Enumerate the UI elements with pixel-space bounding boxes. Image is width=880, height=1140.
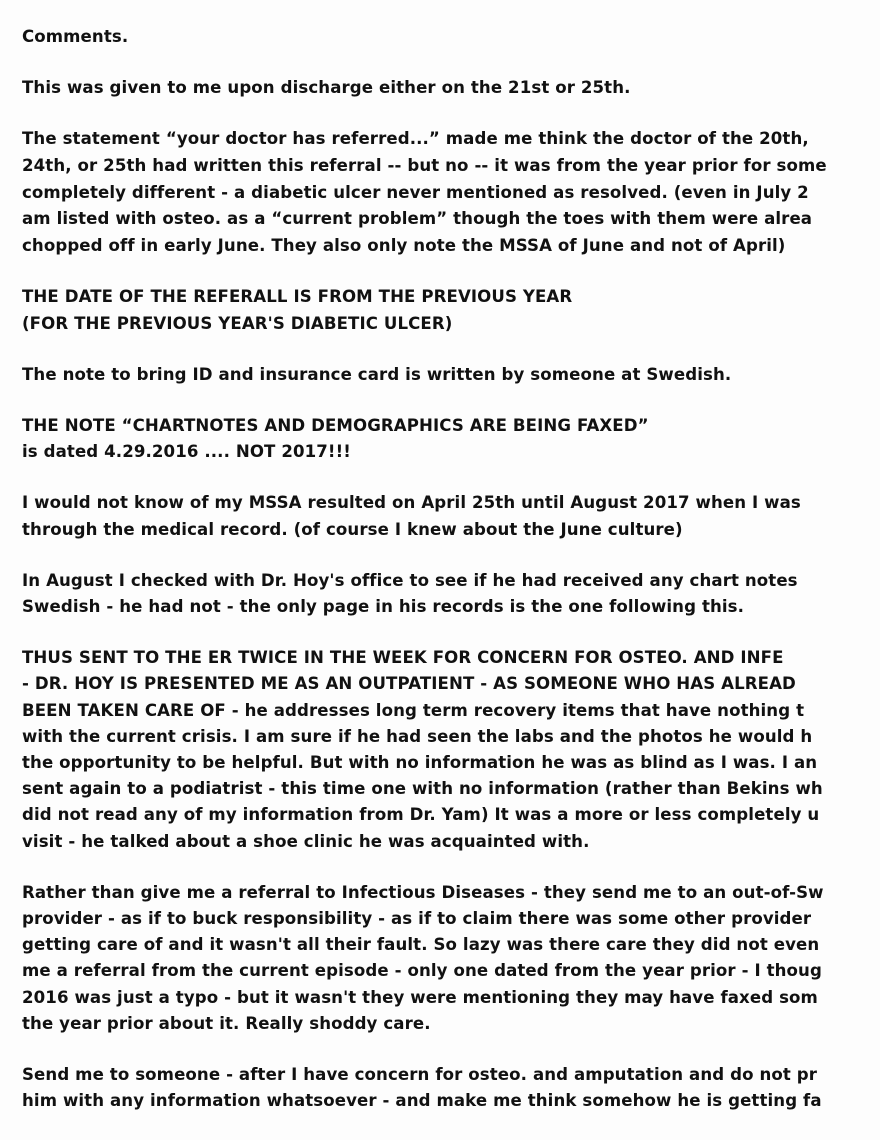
- paragraph-line: am listed with osteo. as a “current problem” though the toes with them were alrea: [22, 209, 813, 229]
- paragraph-infectious-diseases: [22, 880, 880, 1037]
- paragraph-line: Send me to someone - after I have concern for osteo. and amputation and do not pr: [22, 1065, 818, 1085]
- paragraph-line: with the current crisis. I am sure if he had seen the labs and the photos he would h: [22, 726, 813, 746]
- paragraph-line: 2016 was just a typo - but it wasn't they were mentioning they may have faxed som: [22, 987, 818, 1007]
- paragraph-line: Rather than give me a referral to Infectious Diseases - they send me to an out-of-Sw: [22, 882, 824, 902]
- paragraph-mssa: [22, 490, 880, 542]
- paragraph-er-visits: [22, 645, 880, 855]
- paragraph-line: THE NOTE “CHARTNOTES AND DEMOGRAPHICS ARE BEING FAXED”: [22, 415, 649, 435]
- paragraph-line: sent again to a podiatrist - this time one with no information (rather than Bekins wh: [22, 779, 823, 799]
- paragraph-referral-statement: [22, 126, 880, 259]
- paragraph-line: The statement “your doctor has referred...” made me think the doctor of the 20th,: [22, 129, 809, 149]
- paragraph-line: In August I checked with Dr. Hoy's office to see if he had received any chart notes: [22, 570, 798, 590]
- paragraph-id-note: [22, 362, 880, 388]
- heading-line: Comments.: [22, 27, 129, 46]
- paragraph-line: completely different - a diabetic ulcer never mentioned as resolved. (even in July 2: [22, 182, 809, 202]
- comments-heading: [22, 24, 880, 50]
- comments-text-block: [22, 24, 880, 1139]
- paragraph-line: is dated 4.29.2016 .... NOT 2017!!!: [22, 442, 351, 462]
- paragraph-line: The note to bring ID and insurance card is written by someone at Swedish.: [22, 364, 732, 384]
- paragraph-line: This was given to me upon discharge either on the 21st or 25th.: [22, 78, 631, 98]
- paragraph-line: chopped off in early June. They also only note the MSSA of June and not of April): [22, 235, 786, 255]
- paragraph-line: visit - he talked about a shoe clinic he was acquainted with.: [22, 831, 590, 851]
- paragraph-faxed-note: [22, 413, 880, 465]
- paragraph-line: Swedish - he had not - the only page in his records is the one following this.: [22, 597, 745, 616]
- paragraph-referral-date: [22, 284, 880, 336]
- paragraph-send-me: [22, 1062, 880, 1114]
- paragraph-discharge: [22, 75, 880, 101]
- paragraph-line: the year prior about it. Really shoddy care.: [22, 1013, 431, 1033]
- paragraph-line: did not read any of my information from Dr. Yam) It was a more or less completely u: [22, 805, 820, 825]
- paragraph-line: me a referral from the current episode - only one dated from the year prior - I thoug: [22, 961, 822, 981]
- paragraph-line: THUS SENT TO THE ER TWICE IN THE WEEK FOR CONCERN FOR OSTEO. AND INFE: [22, 648, 784, 668]
- paragraph-line: getting care of and it wasn't all their fault. So lazy was there care they did not even: [22, 935, 820, 955]
- paragraph-line: THE DATE OF THE REFERALL IS FROM THE PREVIOUS YEAR: [22, 287, 573, 307]
- paragraph-line: 24th, or 25th had written this referral -- but no -- it was from the year prior for some: [22, 156, 827, 175]
- paragraph-line: through the medical record. (of course I knew about the June culture): [22, 519, 683, 539]
- paragraph-line: him with any information whatsoever - and make me think somehow he is getting fa: [22, 1091, 822, 1111]
- paragraph-dr-hoy-office: [22, 568, 880, 620]
- paragraph-line: provider - as if to buck responsibility - as if to claim there was some other provider: [22, 909, 812, 929]
- paragraph-line: I would not know of my MSSA resulted on April 25th until August 2017 when I was: [22, 493, 801, 513]
- paragraph-line: the opportunity to be helpful. But with no information he was as blind as I was. I an: [22, 753, 818, 773]
- paragraph-line: BEEN TAKEN CARE OF - he addresses long term recovery items that have nothing t: [22, 700, 805, 720]
- paragraph-line: (FOR THE PREVIOUS YEAR'S DIABETIC ULCER): [22, 313, 453, 333]
- paragraph-line: - DR. HOY IS PRESENTED ME AS AN OUTPATIENT - AS SOMEONE WHO HAS ALREAD: [22, 674, 796, 694]
